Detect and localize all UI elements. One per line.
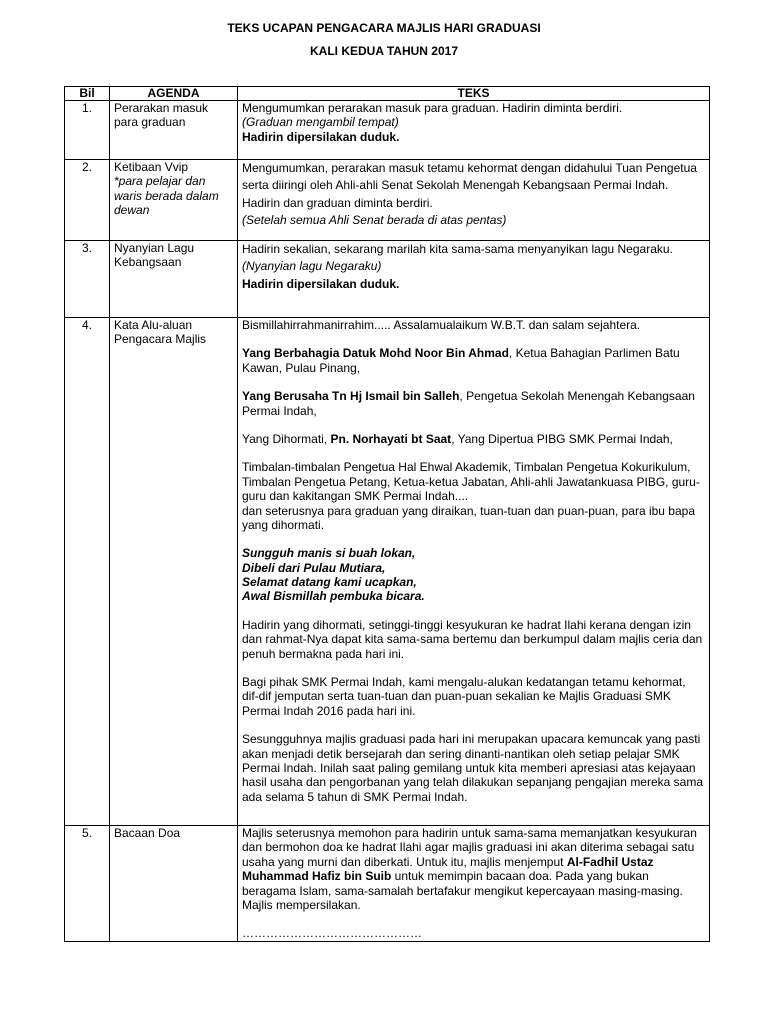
table-row <box>65 241 710 318</box>
row-text <box>238 318 710 826</box>
pantun-line: Sungguh manis si buah lokan, <box>242 546 416 561</box>
table-row <box>65 160 710 241</box>
text-paragraph: Bagi pihak SMK Permai Indah, kami mengalu-alukan kedatangan tetamu kehormat, dif-dif jemputan serta tuan-tuan dan puan-puan sekalian ke Majlis Graduasi SMK Permai Indah 2016 pada hari ini. <box>242 675 686 718</box>
header-agenda: AGENDA <box>110 87 238 101</box>
row-text <box>238 826 710 942</box>
salutation-name: Yang Berusaha Tn Hj Ismail bin Salleh <box>242 389 460 404</box>
text-note: (Setelah semua Ahli Senat berada di atas pentas) <box>242 213 507 228</box>
row-text <box>238 160 710 241</box>
text-paragraph: Hadirin yang dihormati, setinggi-tinggi kesyukuran ke hadrat Ilahi kerana dengan izin dan rahmat-Nya dapat kita sama-sama bertemu dan berkumpul dalam majlis ceria dan penuh bermakna pada hari ini. <box>242 617 703 661</box>
salutation-paragraph: Timbalan-timbalan Pengetua Hal Ehwal Akademik, Timbalan Pengetua Kokurikulum, Timbalan Pengetua Petang, Ketua-ketua Jabatan, Ahli-ahli Jawatankuasa PIBG, guru-guru dan kakitangan SMK Permai Indah.... <box>242 460 700 504</box>
text-span: Majlis seterusnya memohon para hadirin untuk sama-sama memanjatkan kesyukuran dan bermohon doa ke hadrat Ilahi agar majlis graduasi ini akan diterima sebagai satu usaha yang murni dan diberkati. Untuk itu, majlis menjemput <box>242 826 697 869</box>
document-subtitle: KALI KEDUA TAHUN 2017 <box>309 44 459 58</box>
row-agenda: Kata Alu-aluan Pengacara Majlis <box>110 318 238 826</box>
table-row <box>65 318 710 826</box>
salutation-title: , Yang Dipertua PIBG SMK Permai Indah, <box>451 431 673 446</box>
text-paragraph <box>242 826 705 912</box>
text-paragraph: Mengumumkan, perarakan masuk tetamu kehormat dengan didahului Tuan Pengetua serta diiringi oleh Ahli-ahli Senat Sekolah Menengah Kebangsaan Permai Indah. Hadirin dan graduan diminta berdiri. <box>242 161 697 210</box>
row-agenda: Bacaan Doa <box>110 826 238 942</box>
speaker-name: Al-Fadhil Ustaz Muhammad Hafiz bin Suib <box>242 854 654 884</box>
text-paragraph: Hadirin sekalian, sekarang marilah kita sama-sama menyanyikan lagu Negaraku. <box>242 242 673 256</box>
row-number: 3. <box>65 241 110 318</box>
agenda-table <box>64 86 710 942</box>
agenda-note: *para pelajar dan waris berada dalam dewan <box>114 174 219 218</box>
header-bil: Bil <box>65 87 110 101</box>
salutation-name: Pn. Norhayati bt Saat <box>330 431 452 446</box>
greeting-paragraph: Bismillahirrahmanirrahim..... Assalamualaikum W.B.T. dan salam sejahtera. <box>242 318 641 332</box>
table-header-row <box>65 87 710 101</box>
text-instruction: Hadirin dipersilakan duduk. <box>242 276 400 291</box>
row-number: 1. <box>65 101 110 160</box>
table-row <box>65 826 710 942</box>
salutation-paragraph: dan seterusnya para graduan yang diraikan, tuan-tuan dan puan-puan, para ibu bapa yang dihormati. <box>242 503 696 532</box>
salutation-name: Yang Berbahagia Datuk Mohd Noor Bin Ahmad <box>242 346 509 361</box>
text-instruction: Hadirin dipersilakan duduk. <box>242 129 400 144</box>
row-number: 2. <box>65 160 110 241</box>
text-note: (Graduan mengambil tempat) <box>242 115 399 130</box>
salutation-title: , Pengetua Sekolah Menengah Kebangsaan Permai Indah, <box>242 389 695 418</box>
salutation-paragraph <box>242 346 705 375</box>
agenda-label: Ketibaan Vvip <box>114 160 189 174</box>
row-agenda: Nyanyian Lagu Kebangsaan <box>110 241 238 318</box>
text-paragraph: Mengumumkan perarakan masuk para graduan. Hadirin diminta berdiri. <box>242 101 623 115</box>
table-row <box>65 101 710 160</box>
pantun-line: Dibeli dari Pulau Mutiara, <box>242 560 386 575</box>
salutation-paragraph <box>242 432 705 446</box>
row-text <box>238 241 710 318</box>
row-number: 5. <box>65 826 110 942</box>
salutation-title: , Ketua Bahagian Parlimen Batu Kawan, Pulau Pinang, <box>242 346 680 375</box>
row-agenda <box>110 160 238 241</box>
row-number: 4. <box>65 318 110 826</box>
row-agenda: Perarakan masuk para graduan <box>110 101 238 160</box>
text-span: untuk memimpin bacaan doa. Pada yang bukan beragama Islam, sama-samalah bertafakur mengikut kepercayaan masing-masing. Majlis mempersilakan. <box>242 869 683 912</box>
pantun-line: Selamat datang kami ucapkan, <box>242 575 417 590</box>
salutation-prefix: Yang Dihormati, <box>242 431 331 446</box>
salutation-paragraph <box>242 389 705 418</box>
pantun-line: Awal Bismillah pembuka bicara. <box>242 589 425 604</box>
dotted-line: ……………………………………… <box>242 926 422 941</box>
document-title: TEKS UCAPAN PENGACARA MAJLIS HARI GRADUASI <box>227 21 541 35</box>
row-text <box>238 101 710 160</box>
text-paragraph: Sesungguhnya majlis graduasi pada hari ini merupakan upacara kemuncak yang pasti akan menjadi detik bersejarah dan sering dinanti-nantikan oleh setiap pelajar SMK Permai Indah. Inilah saat paling gemilang untuk kita memberi apresiasi atas kejayaan hasil usaha dan pengorbanan yang telah dilakukan sepanjang pengajian mereka sama ada selama 5 tahun di SMK Permai Indah. <box>242 732 704 804</box>
header-teks: TEKS <box>238 87 710 101</box>
text-note: (Nyanyian lagu Negaraku) <box>242 259 382 274</box>
